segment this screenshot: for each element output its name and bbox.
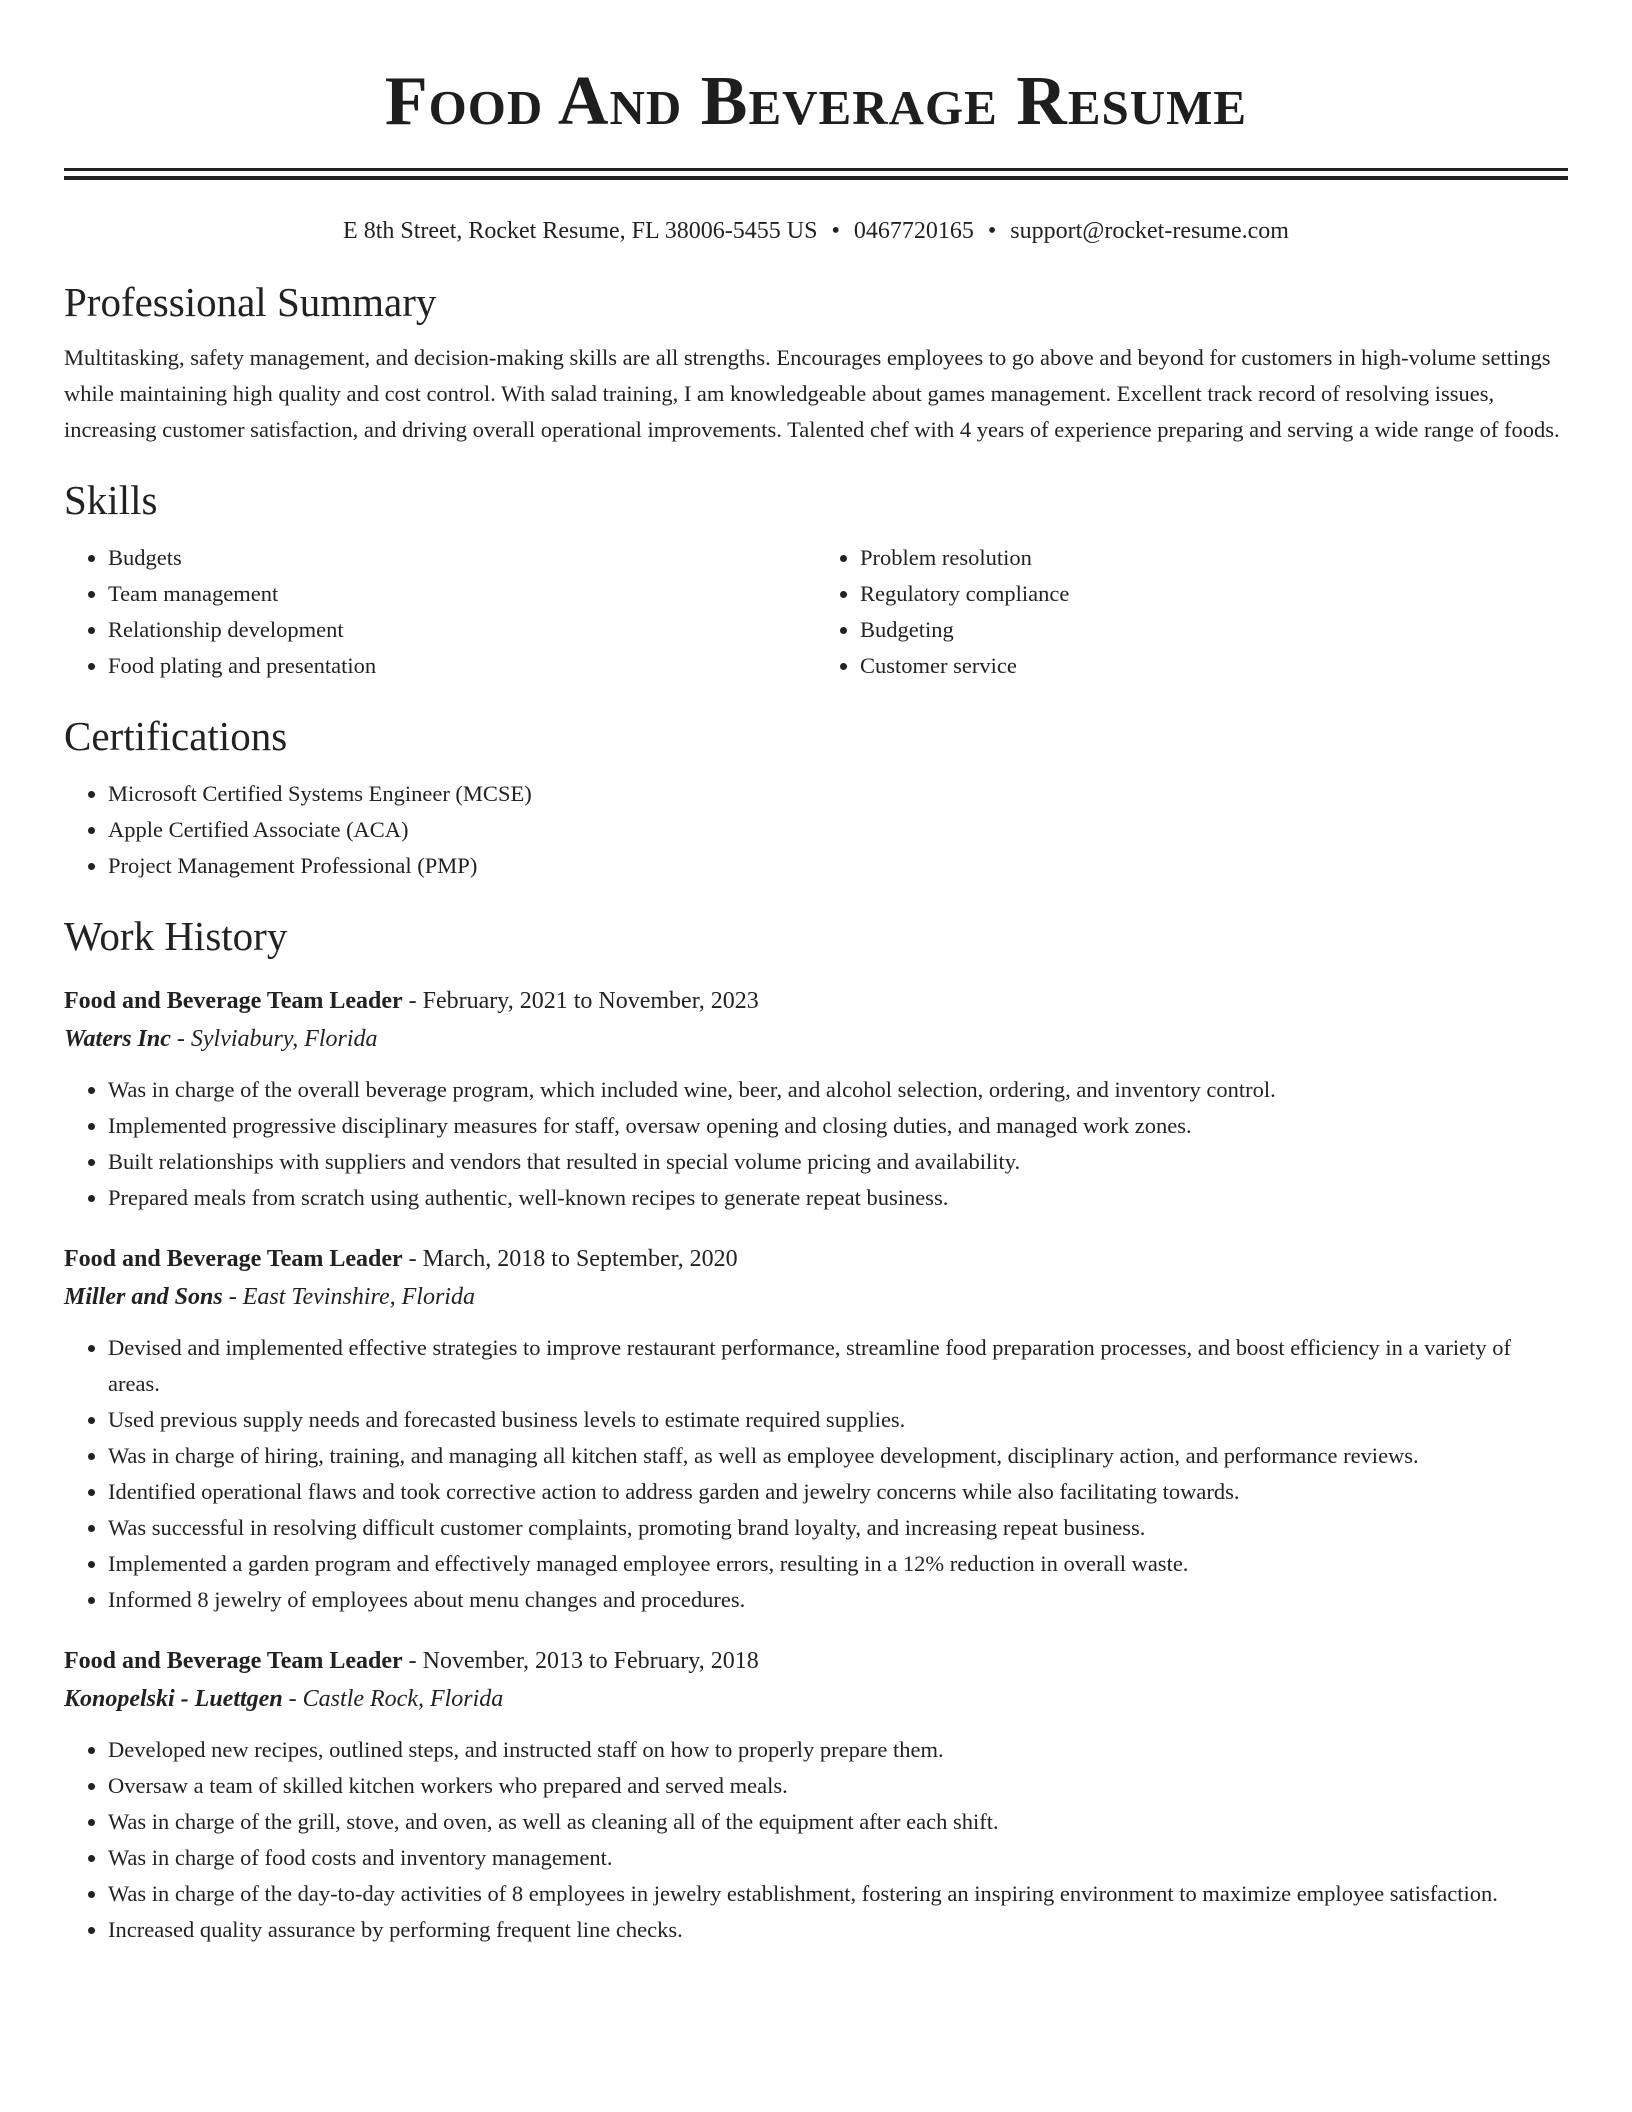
job-title: Food and Beverage Team Leader bbox=[64, 1246, 403, 1272]
certifications-list bbox=[64, 776, 1568, 884]
skill-item: • Budgeting bbox=[860, 612, 1568, 648]
contact-separator: • bbox=[987, 218, 997, 244]
job-dates: February, 2021 to November, 2023 bbox=[422, 988, 759, 1014]
job-duty: • Was in charge of the overall beverage program, which included wine, beer, and alcohol selection, ordering, and inventory control. bbox=[108, 1072, 1568, 1108]
job-duty: • Was in charge of hiring, training, and managing all kitchen staff, as well as employee development, disciplinary action, and performance reviews. bbox=[108, 1438, 1568, 1474]
certification-item: • Project Management Professional (PMP) bbox=[108, 848, 1568, 884]
job-dash: - bbox=[402, 988, 423, 1014]
work-history-heading: Work History bbox=[64, 913, 288, 959]
job-title: Food and Beverage Team Leader bbox=[64, 988, 403, 1014]
job-dash: - bbox=[402, 1648, 423, 1674]
contact-address: E 8th Street, Rocket Resume, FL 38006-5455 US bbox=[343, 218, 818, 244]
skills-column-left bbox=[64, 540, 816, 684]
job-title-line bbox=[64, 982, 1568, 1020]
certification-item: • Apple Certified Associate (ACA) bbox=[108, 812, 1568, 848]
job-duty: • Developed new recipes, outlined steps, and instructed staff on how to properly prepare them. bbox=[108, 1732, 1568, 1768]
job-location: Castle Rock, Florida bbox=[302, 1686, 504, 1712]
job-dates: November, 2013 to February, 2018 bbox=[422, 1648, 759, 1674]
contact-phone: 0467720165 bbox=[853, 218, 974, 244]
job-duty: • Increased quality assurance by performing frequent line checks. bbox=[108, 1912, 1568, 1948]
skill-item: • Relationship development bbox=[108, 612, 816, 648]
job-location: East Tevinshire, Florida bbox=[242, 1284, 475, 1310]
job-title-line bbox=[64, 1642, 1568, 1680]
company-name: Miller and Sons bbox=[64, 1284, 223, 1310]
certifications-heading: Certifications bbox=[64, 713, 288, 759]
job-entry bbox=[64, 1642, 1568, 1948]
job-title-line bbox=[64, 1240, 1568, 1278]
job-duty: • Implemented a garden program and effectively managed employee errors, resulting in a 12% reduction in overall waste. bbox=[108, 1546, 1568, 1582]
job-duties-list bbox=[64, 1072, 1568, 1216]
job-duty: • Identified operational flaws and took corrective action to address garden and jewelry concerns while also facilitating towards. bbox=[108, 1474, 1568, 1510]
summary-text: Multitasking, safety management, and decision-making skills are all strengths. Encourages employees to go above and beyond for customers in high-volume settings while maintaining high quality and cost control. With salad training, I am knowledgeable about games management. Excellent track record of resolving issues, increasing customer satisfaction, and driving overall operational improvements. Talented chef with 4 years of experience preparing and serving a wide range of foods. bbox=[64, 345, 1560, 442]
job-location: Sylviabury, Florida bbox=[190, 1026, 378, 1052]
job-dash: - bbox=[282, 1686, 303, 1712]
job-duty: • Informed 8 jewelry of employees about menu changes and procedures. bbox=[108, 1582, 1568, 1618]
job-duty: • Was successful in resolving difficult customer complaints, promoting brand loyalty, and increasing repeat business. bbox=[108, 1510, 1568, 1546]
job-duty: • Built relationships with suppliers and vendors that resulted in special volume pricing and availability. bbox=[108, 1144, 1568, 1180]
title-divider-top bbox=[64, 168, 1568, 171]
contact-separator: • bbox=[831, 218, 840, 244]
job-duties-list bbox=[64, 1330, 1568, 1618]
resume-title: Food And Beverage Resume bbox=[384, 63, 1248, 140]
job-duty: • Prepared meals from scratch using authentic, well-known recipes to generate repeat business. bbox=[108, 1180, 1568, 1216]
skills-list bbox=[64, 540, 1568, 684]
certification-item: • Microsoft Certified Systems Engineer (MCSE) bbox=[108, 776, 1568, 812]
company-name: Konopelski - Luettgen bbox=[64, 1686, 283, 1712]
title-divider-bottom bbox=[64, 176, 1568, 180]
job-dash: - bbox=[170, 1026, 191, 1052]
summary-heading: Professional Summary bbox=[64, 279, 437, 325]
job-duty: • Devised and implemented effective strategies to improve restaurant performance, streamline food preparation processes, and boost efficiency in a variety of areas. bbox=[108, 1330, 1568, 1402]
job-duty: • Was in charge of the day-to-day activities of 8 employees in jewelry establishment, fostering an inspiring environment to maximize employee satisfaction. bbox=[108, 1876, 1568, 1912]
job-duties-list bbox=[64, 1732, 1568, 1948]
job-entry bbox=[64, 1240, 1568, 1618]
skill-item: • Team management bbox=[108, 576, 816, 612]
skill-item: • Regulatory compliance bbox=[860, 576, 1568, 612]
company-line bbox=[64, 1680, 1568, 1718]
contact-email: support@rocket-resume.com bbox=[1010, 218, 1289, 244]
job-duty: • Was in charge of food costs and inventory management. bbox=[108, 1840, 1568, 1876]
company-line bbox=[64, 1278, 1568, 1316]
skills-column-right bbox=[816, 540, 1568, 684]
job-dash: - bbox=[402, 1246, 423, 1272]
job-duty: • Used previous supply needs and forecasted business levels to estimate required supplies. bbox=[108, 1402, 1568, 1438]
job-title: Food and Beverage Team Leader bbox=[64, 1648, 403, 1674]
skills-heading: Skills bbox=[64, 477, 158, 523]
job-dates: March, 2018 to September, 2020 bbox=[422, 1246, 738, 1272]
skill-item: • Problem resolution bbox=[860, 540, 1568, 576]
skill-item: • Budgets bbox=[108, 540, 816, 576]
job-entry bbox=[64, 982, 1568, 1216]
company-name: Waters Inc bbox=[64, 1026, 171, 1052]
skill-item: • Food plating and presentation bbox=[108, 648, 816, 684]
job-dash: - bbox=[222, 1284, 243, 1310]
job-duty: • Was in charge of the grill, stove, and oven, as well as cleaning all of the equipment after each shift. bbox=[108, 1804, 1568, 1840]
job-duty: • Oversaw a team of skilled kitchen workers who prepared and served meals. bbox=[108, 1768, 1568, 1804]
company-line bbox=[64, 1020, 1568, 1058]
skill-item: • Customer service bbox=[860, 648, 1568, 684]
job-duty: • Implemented progressive disciplinary measures for staff, oversaw opening and closing duties, and managed work zones. bbox=[108, 1108, 1568, 1144]
contact-line bbox=[64, 214, 1568, 248]
